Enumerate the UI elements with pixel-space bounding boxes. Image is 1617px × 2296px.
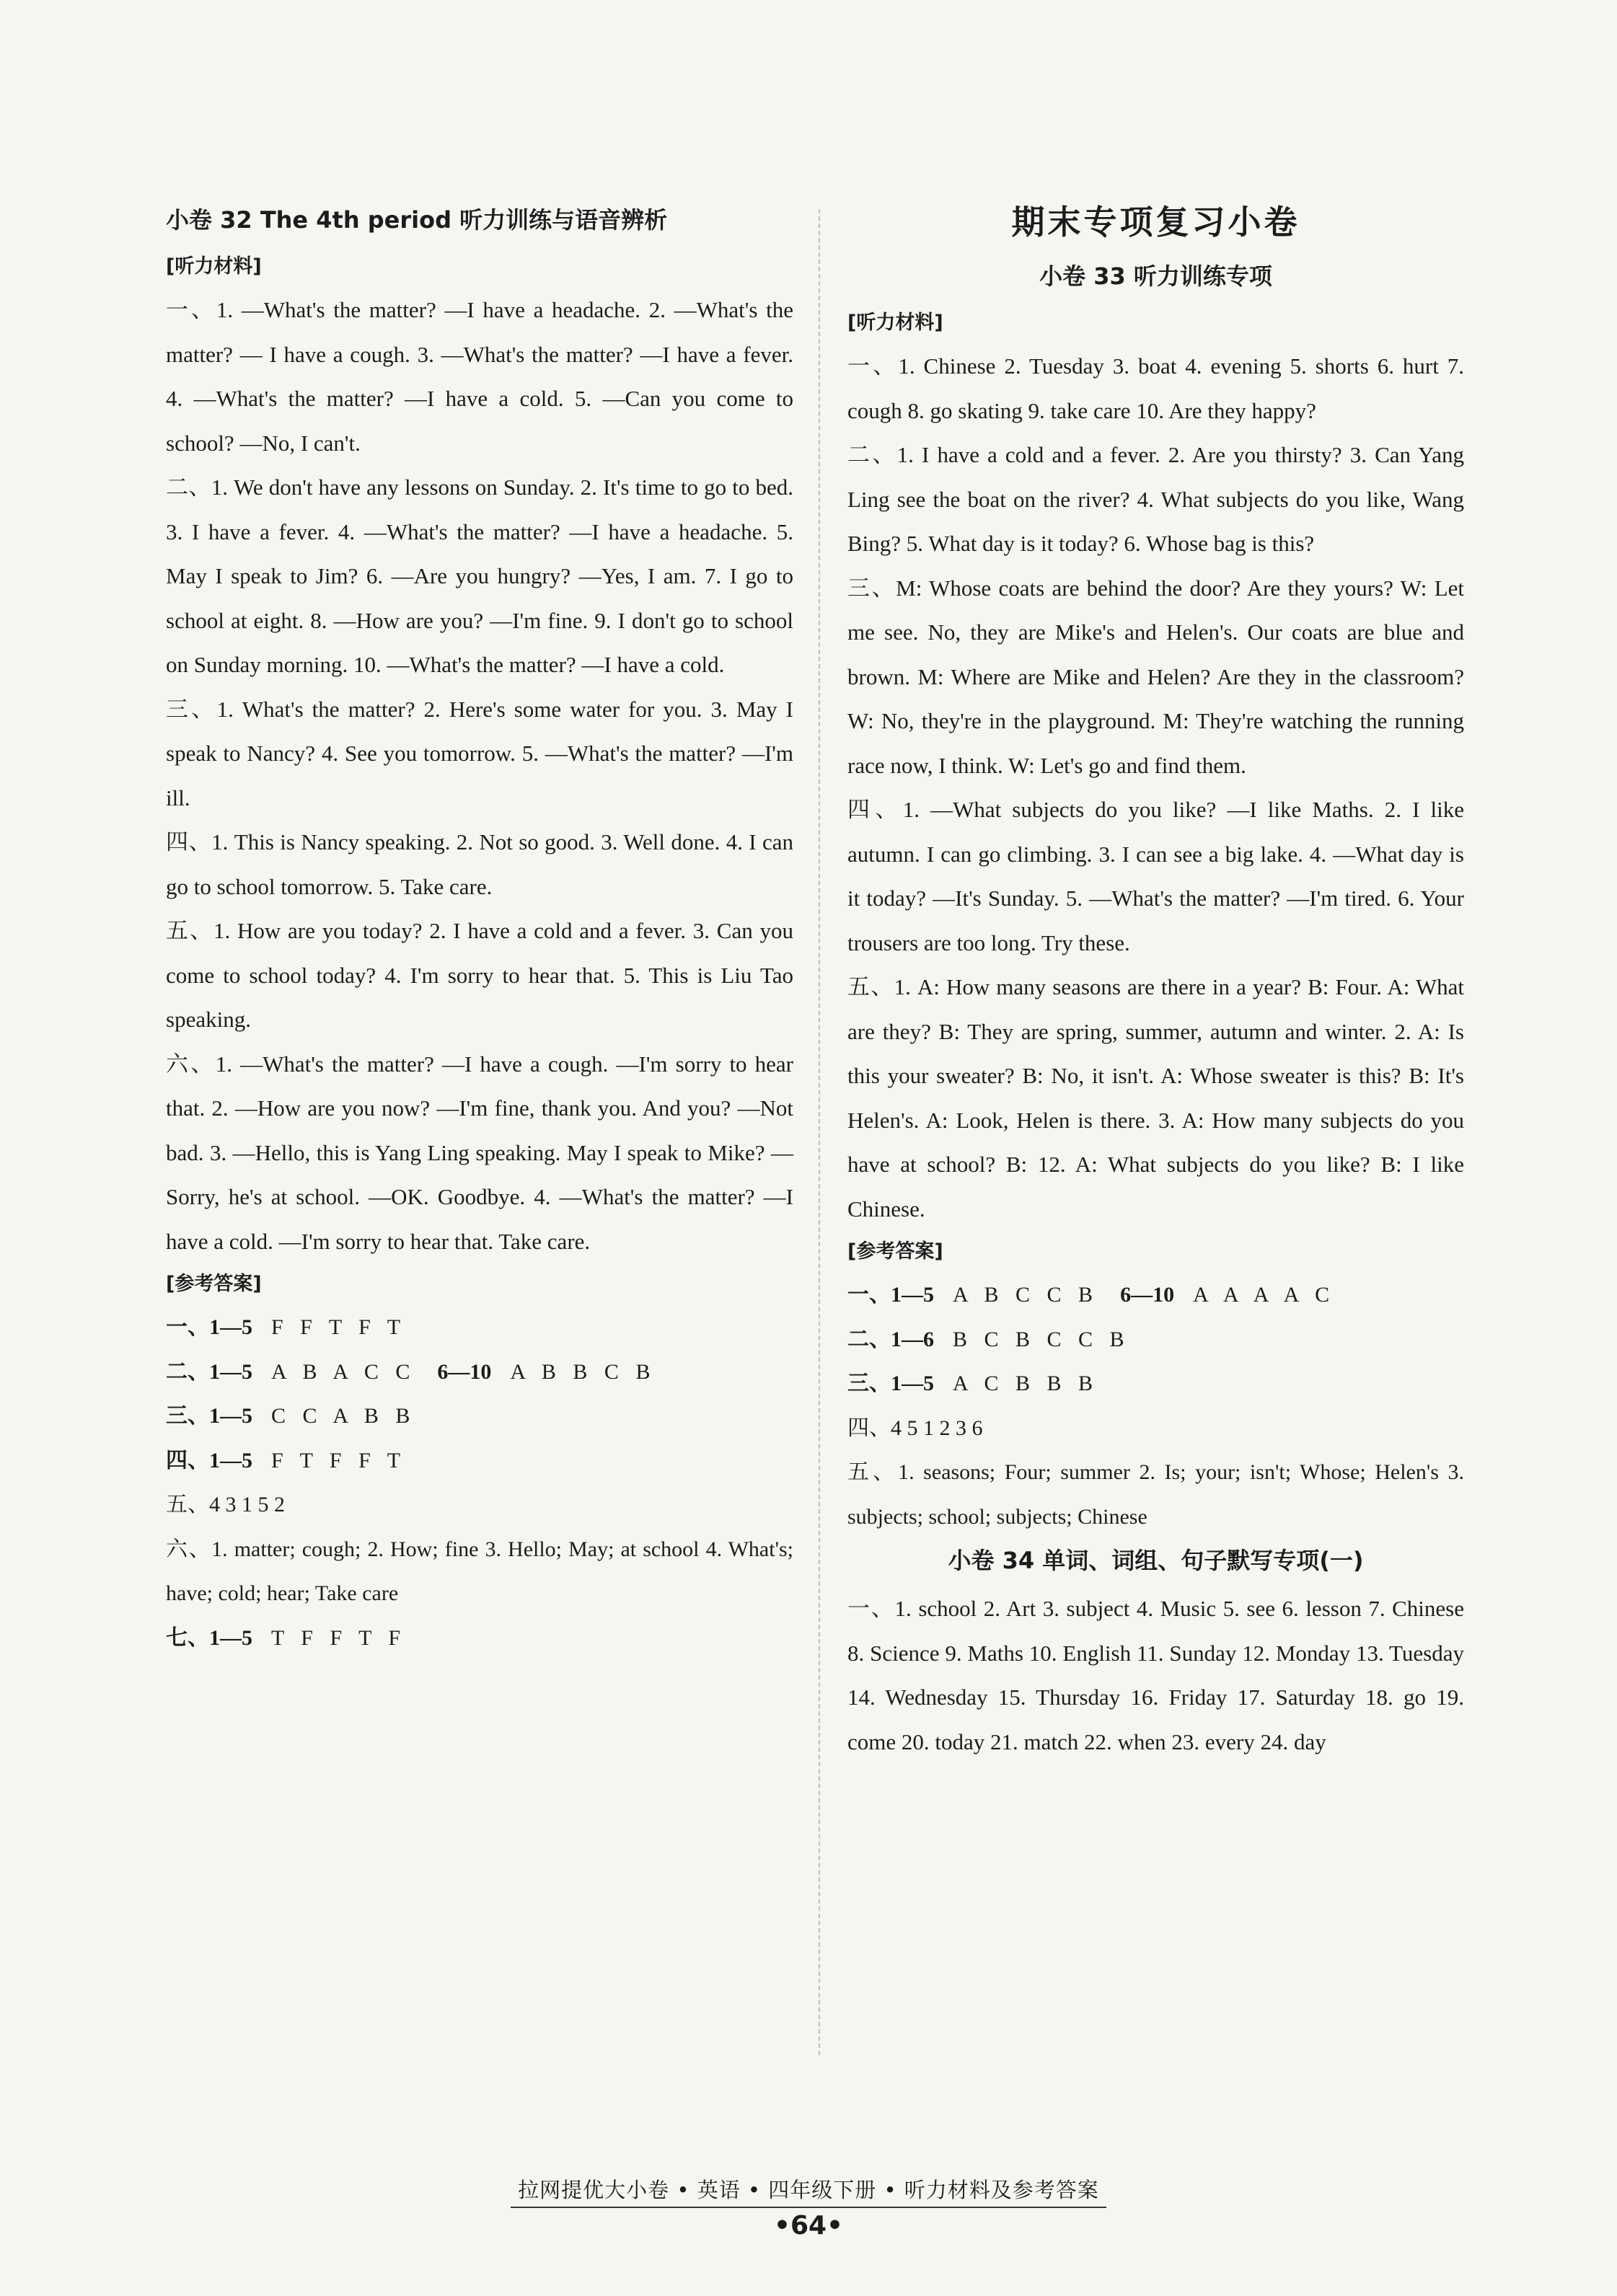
section-33-title: 小卷 33 听力训练专项 [1039,262,1272,290]
answer-letters: C C A B B [271,1404,416,1428]
answer-row: 五、1. seasons; Four; summer 2. Is; your; isn't; Whose; Helen's 3. subjects; school; subjects; Chinese [847,1460,1464,1529]
listening-part-4: 四、1. —What subjects do you like? —I like Maths. 2. I like autumn. I can go climbing. 3. I can see a big lake. 4. —What day is it today? —It's Sunday. 5. —What's the matter? —I'm tired. 6. Your trousers are too long. Try these. [847,797,1464,955]
listening-material-tag: [听力材料] [847,312,943,334]
answer-row [847,1317,1464,1362]
answer-letters: A C B B B [953,1372,1099,1395]
answer-row [166,1350,793,1395]
answer-row [847,1273,1464,1317]
answer-letters: T F F T F [271,1625,407,1650]
answer-row: 五、4 3 1 5 2 [166,1493,285,1516]
answer-letters: F F T F T [271,1315,407,1339]
listening-part-6: 六、1. —What's the matter? —I have a cough. —I'm sorry to hear that. 2. —How are you now? —I'm fine, thank you. And you? —Not bad. 3. —Hello, this is Yang Ling speaking. May I speak to Mike? —Sorry, he's at school. —OK. Goodbye. 4. —What's the matter? —I have a cold. —I'm sorry to hear that. Take care. [166,1051,793,1254]
listening-part-2: 二、1. I have a cold and a fever. 2. Are you thirsty? 3. Can Yang Ling see the boat on the river? 4. What subjects do you like, Wang Bing? 5. What day is it today? 6. Whose bag is this? [847,442,1464,556]
listening-part-1: 一、1. Chinese 2. Tuesday 3. boat 4. evening 5. shorts 6. hurt 7. cough 8. go skating 9. take care 10. Are they happy? [847,353,1464,423]
answer-letters: B C B C C B [953,1327,1130,1351]
listening-part-2: 二、1. We don't have any lessons on Sunday. 2. It's time to go to bed. 3. I have a fever. 4. —What's the matter? —I have a headache. 5. May I speak to Jim? 6. —Are you hungry? —Yes, I am. 7. I go to school at eight. 8. —How are you? —I'm fine. 9. I don't go to school on Sunday morning. 10. —What's the matter? —I have a cold. [166,474,793,677]
right-column [847,198,1464,1764]
listening-part-1: 一、1. —What's the matter? —I have a headache. 2. —What's the matter? — I have a cough. 3. —What's the matter? —I have a fever. 4. —What's the matter? —I have a cold. 5. —Can you come to school? —No, I can't. [166,297,793,456]
answer-key-tag: [参考答案] [166,1273,262,1295]
page-number: •64• [773,2211,844,2240]
answer-row [166,1394,793,1439]
page-footer [0,2174,1617,2240]
listening-part-4: 四、1. This is Nancy speaking. 2. Not so good. 3. Well done. 4. I can go to school tomorrow. 5. Take care. [166,829,793,899]
answer-range: 三、1—5 [166,1404,252,1428]
answer-letters: A B C C B [953,1283,1099,1307]
answer-row: 四、4 5 1 2 3 6 [847,1416,983,1440]
answer-row [847,1361,1464,1406]
answer-row [166,1616,793,1661]
listening-part-5: 五、1. How are you today? 2. I have a cold and a fever. 3. Can you come to school today? 4. I'm sorry to hear that. 5. This is Liu Tao speaking. [166,918,793,1032]
answer-row [166,1439,793,1483]
column-divider [819,209,820,2055]
answer-letters: A B A C C [271,1359,416,1384]
answer-letters: A B B C B [510,1359,656,1384]
answer-range: 二、1—5 [166,1359,252,1384]
answer-letters: A A A A C [1193,1283,1336,1307]
answer-key-tag: [参考答案] [847,1240,943,1263]
answer-letters: F T F F T [271,1448,407,1472]
answer-range: 一、1—5 [166,1315,252,1339]
answer-range: 一、1—5 [847,1283,934,1307]
answer-range: 6—10 [1120,1283,1175,1307]
section-34-title: 小卷 34 单词、词组、句子默写专项(一) [948,1547,1364,1574]
left-column [166,198,793,1660]
listening-part-5: 五、1. A: How many seasons are there in a year? B: Four. A: What are they? B: They are spring, summer, autumn and winter. 2. A: Is this your sweater? B: No, it isn't. A: Whose sweater is this? B: It's Helen's. A: Look, Helen is there. 3. A: How many subjects do you have at school? B: 12. A: What subjects do you like? B: I like Chinese. [847,974,1464,1222]
dictation-words: 一、1. school 2. Art 3. subject 4. Music 5. see 6. lesson 7. Chinese 8. Science 9. Maths 10. English 11. Sunday 12. Monday 13. Tuesday 14. Wednesday 15. Thursday 16. Friday 17. Saturday 18. go 19. come 20. today 21. match 22. when 23. every 24. day [847,1596,1464,1754]
section-32-title: 小卷 32 The 4th period 听力训练与语音辨析 [166,206,668,234]
footer-book-title: 拉网提优大小卷 • 英语 • 四年级下册 • 听力材料及参考答案 [511,2174,1106,2208]
final-review-heading: 期末专项复习小卷 [1011,203,1300,242]
answer-range: 七、1—5 [166,1625,252,1650]
listening-part-3: 三、M: Whose coats are behind the door? Are they yours? W: Let me see. No, they are Mike's and Helen's. Our coats are blue and brown. M: Where are Mike and Helen? Are they in the classroom? W: No, they're in the playground. M: They're watching the running race now, I think. W: Let's go and find them. [847,575,1464,778]
answer-range: 三、1—5 [847,1372,934,1395]
listening-material-tag: [听力材料] [166,255,262,278]
answer-range: 6—10 [437,1359,492,1384]
answer-row: 六、1. matter; cough; 2. How; fine 3. Hello; May; at school 4. What's; have; cold; hear; Take care [166,1537,793,1605]
listening-part-3: 三、1. What's the matter? 2. Here's some water for you. 3. May I speak to Nancy? 4. See you tomorrow. 5. —What's the matter? —I'm ill. [166,696,793,811]
answer-range: 二、1—6 [847,1327,934,1351]
answer-row [166,1305,793,1350]
answer-range: 四、1—5 [166,1448,252,1472]
